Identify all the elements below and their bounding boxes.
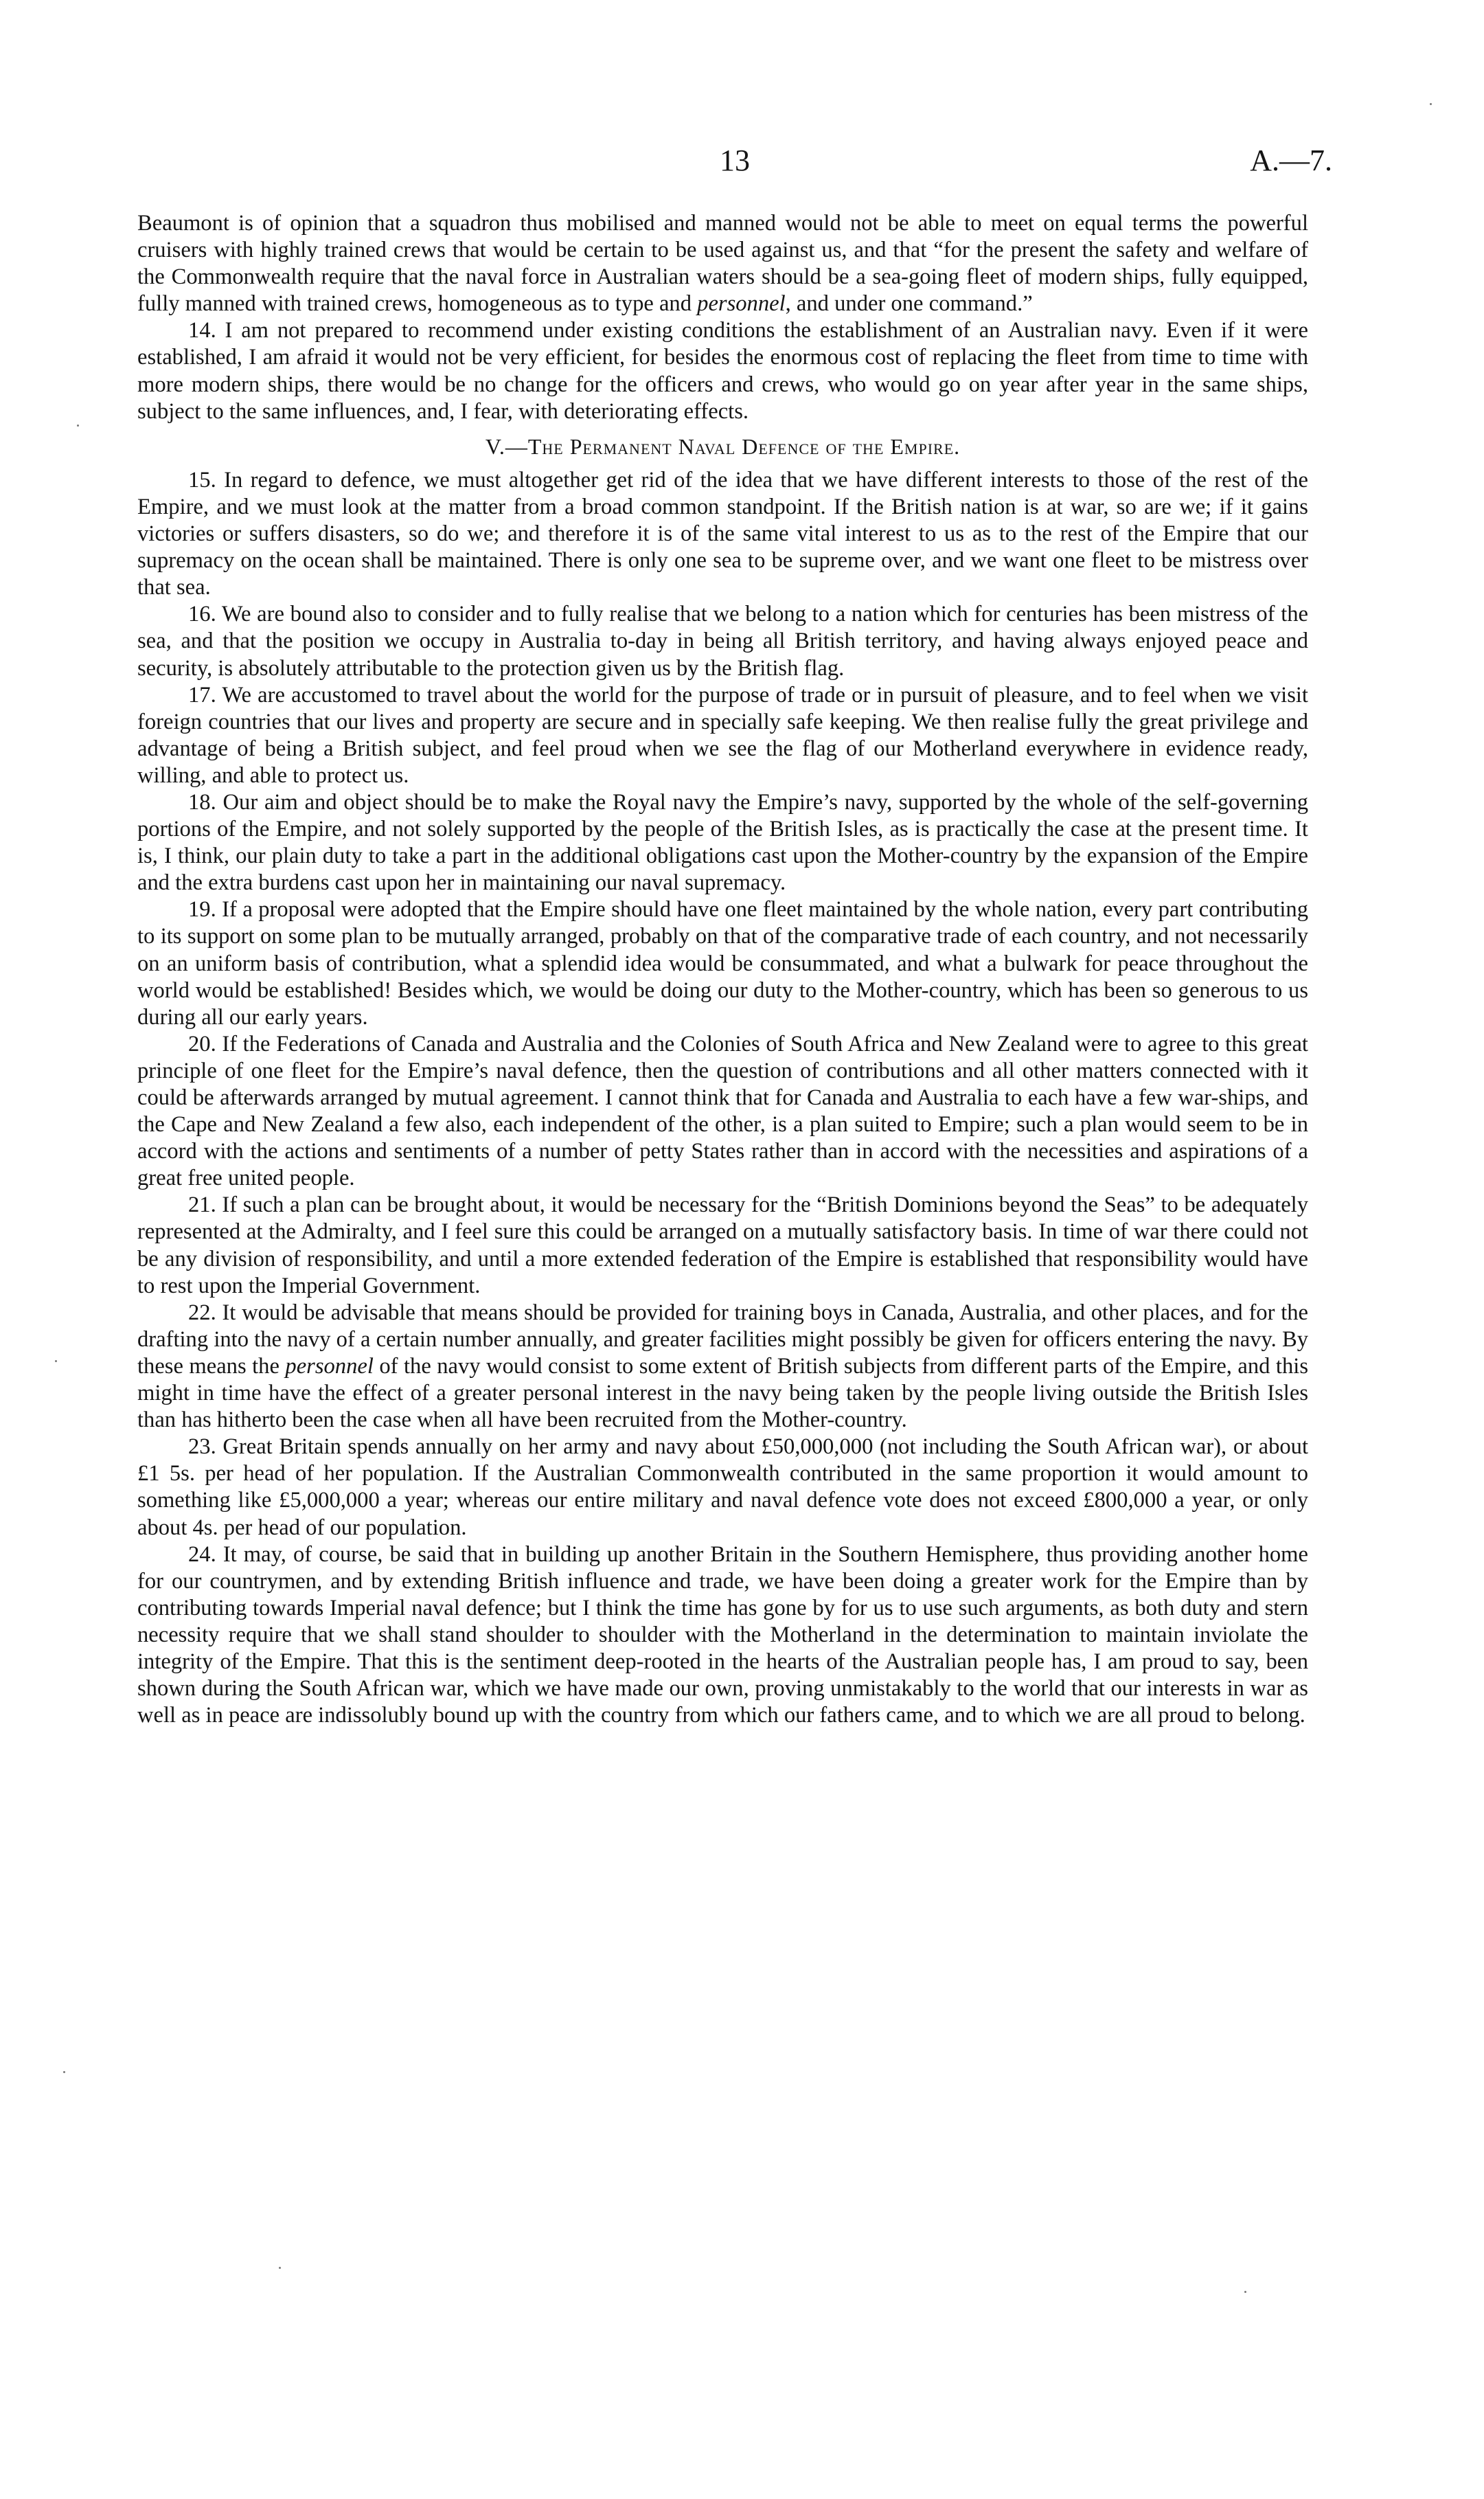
scan-speck xyxy=(77,425,79,427)
paragraph-22: 22. It would be advisable that means should be provided for training boys in Canada, Australia, and other places, and for the drafting into the navy of a certain number annually, and greater facilities might possibly be given for officers entering the navy. By these means the personnel of the navy would consist to some extent of British subjects from different parts of the Empire, and this might in time have the effect of a greater personal interest in the navy being taken by the people living outside the British Isles than has hitherto been the case when all have been recruited from the Mother-country. xyxy=(137,1300,1308,1433)
paragraph-16: 16. We are bound also to consider and to fully realise that we belong to a nation which for centuries has been mistress of the sea, and that the position we occupy in Australia to-day in being all British territory, and having always enjoyed peace and security, is absolutely attributable to the protection given us by the British flag. xyxy=(137,602,1308,681)
body-text xyxy=(137,210,1308,1729)
paragraph-19: 19. If a proposal were adopted that the Empire should have one fleet maintained by the whole nation, every part contributing to its support on some plan to be mutually arranged, probably on that of the comparative trade of each country, and not necessarily on an uniform basis of contribution, what a splendid idea would be consummated, and what a bulwark for peace throughout the world would be established! Besides which, we would be doing our duty to the Mother-country, which has been so generous to us during all our early years. xyxy=(137,897,1308,1030)
paragraph-18: 18. Our aim and object should be to make the Royal navy the Empire’s navy, supported by the whole of the self-governing portions of the Empire, and not solely supported by the people of the British Isles, as is practically the case at the present time. It is, I think, our plain duty to take a part in the additional obligations cast upon the Mother-country by the expansion of the Empire and the extra burdens cast upon her in maintaining our naval supremacy. xyxy=(137,789,1308,896)
paragraph-14: 14. I am not prepared to recommend under existing conditions the establishment of an Australian navy. Even if it were established, I am afraid it would not be very efficient, for besides the enormous cost of replacing the fleet from time to time with more modern ships, there would be no change for the officers and crews, who would go on year after year in the same ships, subject to the same influences, and, I fear, with deteriorating effects. xyxy=(137,318,1308,424)
scan-speck xyxy=(279,2267,281,2269)
scan-speck xyxy=(1430,103,1432,105)
running-header xyxy=(137,143,1332,184)
paragraph-24: 24. It may, of course, be said that in building up another Britain in the Southern Hemisphere, thus providing another home for our countrymen, and by extending British influence and trade, we have been doing a greater work for the Empire than by contributing towards Imperial naval defence; but I think the time has gone by for us to use such arguments, as both duty and stern necessity require that we shall stand shoulder to shoulder with the Motherland in the determination to maintain inviolate the integrity of the Empire. That this is the sentiment deep-rooted in the hearts of the Australian people has, I am proud to say, been shown during the South African war, which we have made our own, proving unmistakably to the world that our interests in war as well as in peace are indissolubly bound up with the country from which our fathers came, and to which we are all proud to belong. xyxy=(137,1541,1308,1728)
section-title: The Permanent Naval Defence of the Empire. xyxy=(527,433,961,459)
scan-speck xyxy=(63,2071,65,2073)
scan-speck xyxy=(55,1360,57,1362)
paragraph-23: 23. Great Britain spends annually on her army and navy about £50,000,000 (not including the South African war), or about £1 5s. per head of her population. If the Australian Commonwealth contributed in the same proportion it would amount to something like £5,000,000 a year; whereas our entire military and naval defence vote does not exceed £800,000 a year, or only about 4s. per head of our population. xyxy=(137,1434,1308,1540)
paragraph-20: 20. If the Federations of Canada and Australia and the Colonies of South Africa and New Zealand were to agree to this great principle of one fleet for the Empire’s naval defence, then the question of contributions and all other matters connected with it could be afterwards arranged by mutual agreement. I cannot think that for Canada and Australia to each have a few war-ships, and the Cape and New Zealand a few also, each independent of the other, is a plan suited to Empire; such a plan would seem to be in accord with the actions and sentiments of a number of petty States rather than in accord with the necessities and aspirations of a great free united people. xyxy=(137,1031,1308,1191)
section-heading xyxy=(137,433,1308,460)
paragraph-21: 21. If such a plan can be brought about, it would be necessary for the “British Dominions beyond the Seas” to be adequately represented at the Admiralty, and I feel sure this could be arranged on a mutually satisfactory basis. In time of war there could not be any division of responsibility, and until a more extended federation of the Empire is established that responsibility would have to rest upon the Imperial Government. xyxy=(137,1192,1308,1298)
scan-speck xyxy=(1244,2291,1246,2293)
paragraph-17: 17. We are accustomed to travel about the world for the purpose of trade or in pursuit of pleasure, and to feel when we visit foreign countries that our lives and property are secure and in specially safe keeping. We then realise fully the great privilege and advantage of being a British subject, and feel proud when we see the flag of our Motherland everywhere in evidence ready, willing, and able to protect us. xyxy=(137,682,1308,788)
page-number: 13 xyxy=(720,144,750,177)
paragraph-15: 15. In regard to defence, we must altogether get rid of the idea that we have different interests to those of the rest of the Empire, and we must look at the matter from a broad common standpoint. If the British nation is at war, so are we; if it gains victories or suffers disasters, so do we; and therefore it is of the same vital interest to us as to the rest of the Empire that our supremacy on the ocean shall be maintained. There is only one sea to be supreme over, and we want one fleet to be mistress over that sea. xyxy=(137,467,1308,600)
document-reference: A.—7. xyxy=(1250,144,1332,177)
section-number: V.— xyxy=(485,433,528,459)
continuation-paragraph: Beaumont is of opinion that a squadron thus mobilised and manned would not be able to meet on equal terms the powerful cruisers with highly trained crews that would be certain to be used against us, and that “for the present the safety and welfare of the Commonwealth require that the naval force in Australian waters should be a sea-going fleet of modern ships, fully equipped, fully manned with trained crews, homogeneous as to type and personnel, and under one command.” xyxy=(137,211,1308,317)
